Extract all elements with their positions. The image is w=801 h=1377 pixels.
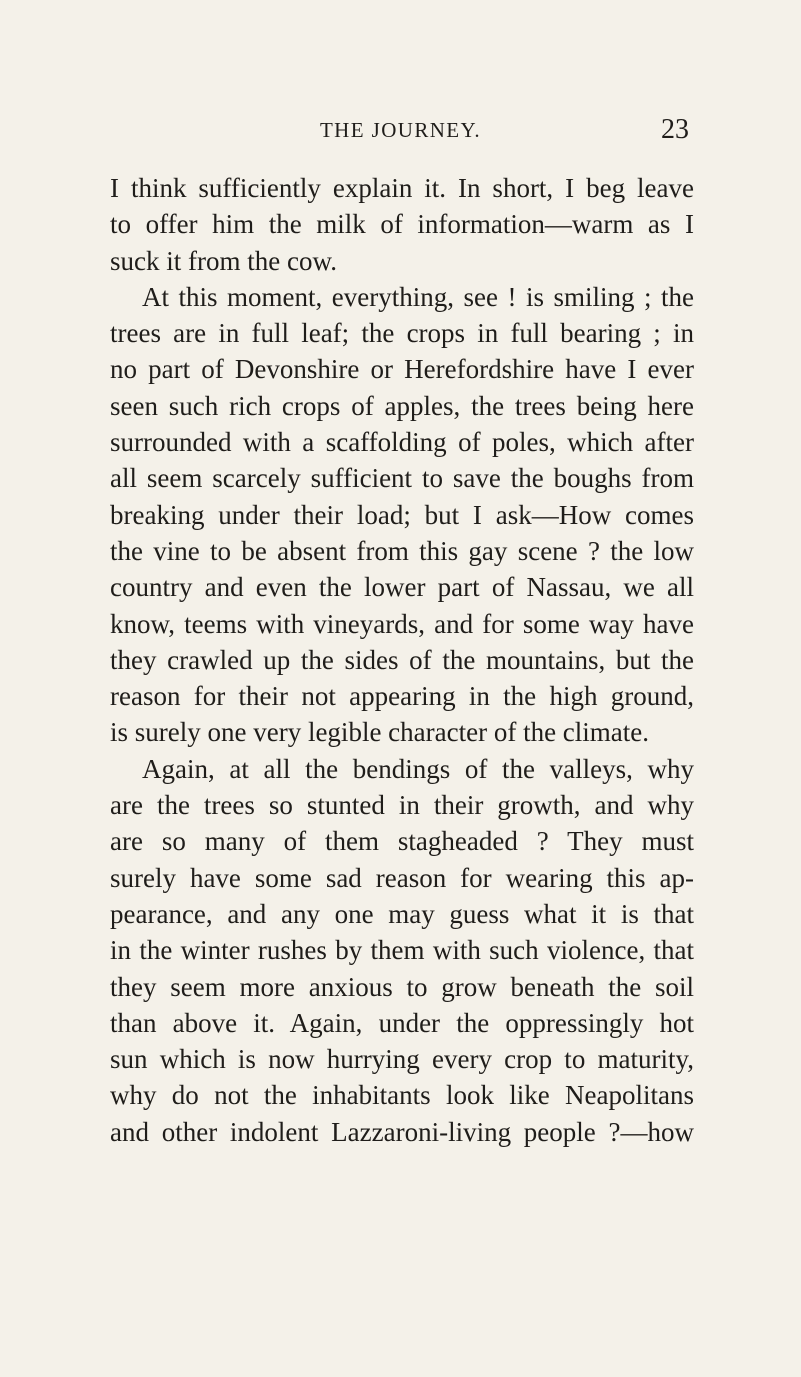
text-line: know, teems with vineyards, and for some way have: [110, 608, 694, 639]
text-line: At this moment, everything, see ! is smiling ; the: [142, 281, 694, 312]
text-line: Again, at all the bendings of the valleys, why: [142, 753, 694, 784]
text-line: the vine to be absent from this gay scene ? the low: [110, 535, 694, 566]
page-number: 23: [661, 114, 689, 145]
text-line: are so many of them stagheaded ? They must: [110, 826, 694, 857]
text-line: all seem scarcely sufficient to save the boughs from: [110, 463, 694, 494]
text-line: than above it. Again, under the oppressingly hot: [110, 1007, 694, 1038]
text-line: trees are in full leaf; the crops in full bearing ; in: [110, 318, 694, 349]
body-text: [110, 170, 694, 1150]
text-line: are the trees so stunted in their growth, and why: [110, 790, 694, 821]
text-line: country and even the lower part of Nassau, we all: [110, 572, 694, 603]
running-head: THE JOURNEY.: [319, 118, 482, 142]
text-line: seen such rich crops of apples, the trees being here: [110, 390, 694, 421]
text-line: and other indolent Lazzaroni-living people ?—how: [110, 1116, 694, 1147]
text-line: they seem more anxious to grow beneath the soil: [110, 971, 694, 1002]
text-line: I think sufficiently explain it. In short, I beg leave: [110, 173, 694, 203]
page-header: [0, 112, 801, 148]
text-line: breaking under their load; but I ask—How comes: [110, 499, 694, 530]
text-line: pearance, and any one may guess what it is that: [110, 898, 694, 929]
text-line: suck it from the cow.: [110, 245, 337, 276]
text-line: they crawled up the sides of the mountains, but the: [110, 644, 694, 675]
text-line: surrounded with a scaffolding of poles, which after: [110, 427, 694, 458]
text-line: is surely one very legible character of the climate.: [110, 717, 650, 748]
text-line: reason for their not appearing in the high ground,: [110, 681, 694, 712]
text-line: in the winter rushes by them with such violence, that: [110, 935, 694, 966]
text-line: to offer him the milk of information—warm as I: [110, 209, 694, 240]
text-line: surely have some sad reason for wearing this ap-: [110, 862, 694, 893]
text-line: why do not the inhabitants look like Neapolitans: [110, 1080, 694, 1111]
text-line: sun which is now hurrying every crop to maturity,: [110, 1044, 694, 1075]
text-line: no part of Devonshire or Herefordshire have I ever: [110, 354, 694, 385]
